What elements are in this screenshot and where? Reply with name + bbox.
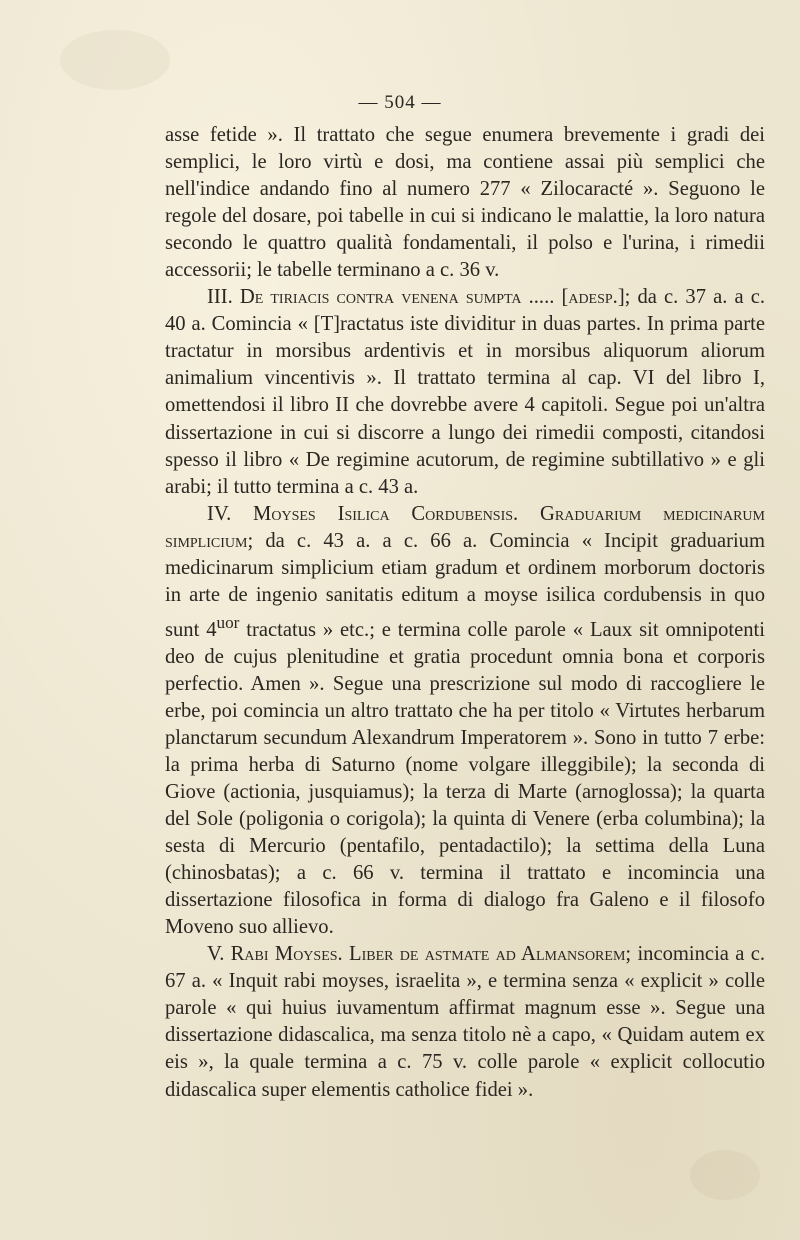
small-caps-title: oyses: [271, 502, 316, 525]
small-caps-title: raduarium medicinarum simplicium: [165, 502, 765, 552]
small-caps-title: e tiriacis contra venena sumpta: [254, 286, 522, 309]
paragraph-2: [165, 284, 765, 500]
text-segment: III. D: [207, 286, 255, 309]
paragraph-4: [165, 941, 765, 1103]
text-segment: tractatus » etc.; e termina colle parole « Laux sit omnipotenti deo de cujus plenitudine et gratia procedunt omnia bona et corporis perfectio. Amen ». Segue una prescrizione sul modo di raccogliere le erbe, poi comincia un altro trattato che ha per titolo « Virtutes herbarum planctarum secundum Alexandrum Imperatorem ». Sono in tutto 7 erbe: la prima herba di Saturno (nome volgare illeggibile); la seconda di Giove (actionia, jusquiamus); la terza di Marte (arnoglossa); la quarta del Sole (poligonia o corigola); la quinta di Venere (erba columbina); la sesta di Mercurio (pentafilo, pentadactilo); la settima della Luna (chinosbatas); a c. 66 v. termina il trattato e incomincia una dissertazione filosofica in forma di dialogo fra Galeno e il filosofo Moveno suo allievo.: [165, 618, 765, 939]
text-segment: . G: [513, 502, 555, 525]
small-caps-title: lmansorem: [535, 943, 626, 966]
text-segment: M: [268, 943, 294, 966]
page-number: — 504 —: [358, 92, 442, 113]
text-segment: . L: [337, 943, 362, 966]
small-caps-title: iber de astmate ad: [361, 943, 516, 966]
superscript-text: uor: [216, 612, 240, 632]
text-segment: ; incomincia a c. 67 a. « Inquit rabi moyses, israelita », e termina senza « explicit » colle parole « qui huius iuvamentum affirmat magnum esse ». Segue una dissertazione didascalica, ma senza titolo nè a capo, « Quidam autem ex eis », la quale termina a c. 75 v. colle parole « explicit collocutio didascalica super elementis catholice fidei ».: [165, 943, 765, 1101]
text-segment: ; da c. 43 a. a c. 66 a. Comincia « Incipit graduarium medicinarum simplicium etiam gradum et ordinem morborum doctoris in arte de ingenio sanitatis editum a moyse isilica cordubensis in quo sunt 4: [165, 529, 765, 641]
small-caps-title: silica: [344, 502, 390, 525]
paper-stain: [60, 30, 170, 90]
text-segment: IV. M: [207, 502, 272, 525]
paper-stain: [690, 1150, 760, 1200]
text-segment: asse fetide ». Il trattato che segue enumera brevemente i gradi dei semplici, le loro virtù e dosi, ma contiene assai più semplici che nell'indice andando fino al numero 277 « Zilocaracté ». Seguono le regole del dosare, poi tabelle in cui si indicano le malattie, la loro natura secondo le quattro qualità fondamentali, il polso e l'urina, i rimedii accessorii; le tabelle terminano a c. 36 v.: [165, 124, 765, 282]
small-caps-title: adesp.: [568, 286, 618, 309]
body-text: [165, 122, 765, 1104]
text-segment: ..... [: [521, 286, 569, 309]
text-segment: V. R: [207, 943, 245, 966]
text-segment: A: [515, 943, 536, 966]
text-segment: C: [389, 502, 426, 525]
small-caps-title: ordubensis: [425, 502, 514, 525]
paragraph-3: [165, 501, 765, 942]
paragraph-1: [165, 122, 765, 284]
text-segment: I: [315, 502, 345, 525]
small-caps-title: oyses: [293, 943, 338, 966]
small-caps-title: abi: [244, 943, 269, 966]
text-segment: ]; da c. 37 a. a c. 40 a. Comincia « [T]ractatus iste dividitur in duas partes. In prima parte tractatur in morsibus ardentivis et in morsibus aliquorum aliorum animalium vincentivis ». Il trattato termina al cap. VI del libro I, omettendosi il libro II che dovrebbe avere 4 capitoli. Segue poi un'altra dissertazione in cui si discorre a lungo dei rimedii composti, citandosi spesso il libro « De regimine acutorum, de regimine subtillativo » e gli arabi; il tutto termina a c. 43 a.: [165, 286, 766, 498]
